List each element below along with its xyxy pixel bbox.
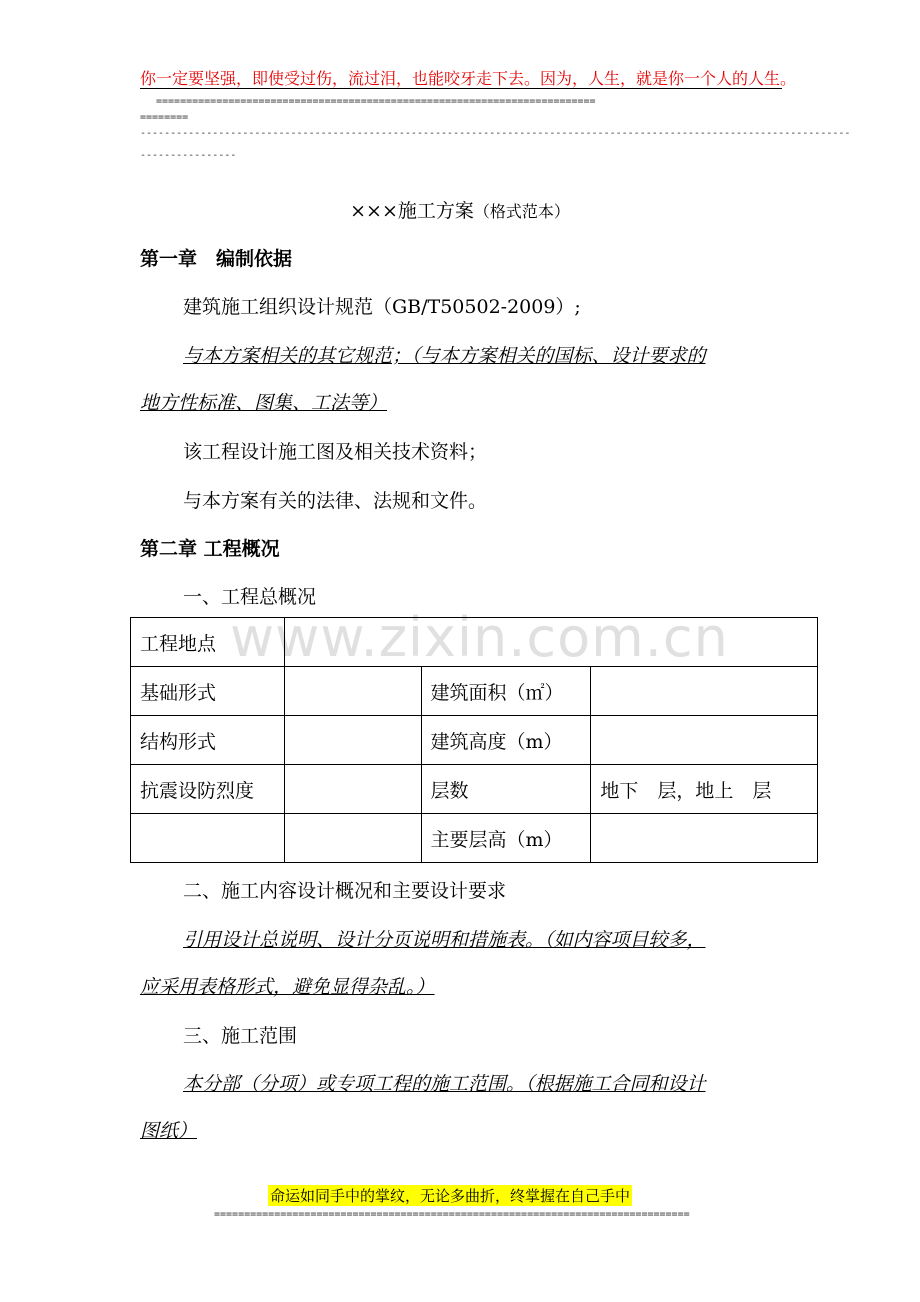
separator-dashes-1: ---------------------------------------------------------------------------------------------------------------------- <box>140 128 851 139</box>
table-cell <box>131 814 285 863</box>
table-row <box>131 716 818 765</box>
chapter1-item-1: 建筑施工组织设计规范（GB/T50502-2009）; <box>183 296 581 318</box>
table-cell: 结构形式 <box>131 716 285 765</box>
table-row <box>131 765 818 814</box>
section3-heading: 三、施工范围 <box>183 1025 298 1047</box>
table-cell: 工程地点 <box>131 618 285 667</box>
table-cell <box>284 618 817 667</box>
table-cell: 主要层高（m） <box>421 814 591 863</box>
table-row <box>131 667 818 716</box>
footer-motto: 命运如同手中的掌纹，无论多曲折，终掌握在自己手中 <box>270 1187 631 1205</box>
chapter1-item-3: 与本方案有关的法律、法规和文件。 <box>183 490 488 512</box>
table-cell <box>591 814 818 863</box>
separator-equals-1: ========================================================================= <box>156 96 596 107</box>
header-divider <box>140 88 782 89</box>
separator-dashes-2: ---------------- <box>140 150 237 161</box>
title-main: ×××施工方案 <box>350 200 474 222</box>
section2-note-line2: 应采用表格形式，避免显得杂乱。） <box>140 976 435 998</box>
table-cell <box>591 667 818 716</box>
document-title <box>0 196 920 223</box>
table-cell: 抗震设防烈度 <box>131 765 285 814</box>
chapter1-item-2: 该工程设计施工图及相关技术资料； <box>183 441 488 463</box>
footer-separator-equals: =============================================================================== <box>214 1209 690 1220</box>
table-cell <box>284 667 421 716</box>
chapter2-heading: 第二章 工程概况 <box>140 538 280 560</box>
table-cell <box>284 716 421 765</box>
table-row <box>131 618 818 667</box>
table-cell <box>284 814 421 863</box>
table-cell: 建筑面积（㎡） <box>421 667 591 716</box>
section2-heading: 二、施工内容设计概况和主要设计要求 <box>183 880 507 902</box>
table-cell <box>284 765 421 814</box>
chapter1-note-line1: 与本方案相关的其它规范；（与本方案相关的国标、设计要求的 <box>183 345 706 367</box>
section2-note-line1: 引用设计总说明、设计分页说明和措施表。（如内容项目较多， <box>183 929 706 951</box>
project-overview-table <box>130 617 818 863</box>
table-cell: 地下 层，地上 层 <box>591 765 818 814</box>
table-cell: 建筑高度（m） <box>421 716 591 765</box>
table-cell <box>591 716 818 765</box>
table-cell: 层数 <box>421 765 591 814</box>
watermark: www.zixin.com.cn <box>230 606 729 669</box>
table-cell: 基础形式 <box>131 667 285 716</box>
table-row <box>131 814 818 863</box>
title-sub: （格式范本） <box>473 202 570 221</box>
section1-heading: 一、工程总概况 <box>183 586 317 608</box>
separator-equals-2: ======== <box>140 112 189 123</box>
chapter1-heading: 第一章 编制依据 <box>140 248 293 270</box>
section3-note-line1: 本分部（分项）或专项工程的施工范围。（根据施工合同和设计 <box>183 1073 706 1095</box>
chapter1-note-line2: 地方性标准、图集、工法等） <box>140 392 388 414</box>
section3-note-line2: 图纸） <box>140 1120 198 1142</box>
header-motto: 你一定要坚强，即使受过伤，流过泪，也能咬牙走下去。因为，人生，就是你一个人的人生。 <box>140 69 797 88</box>
